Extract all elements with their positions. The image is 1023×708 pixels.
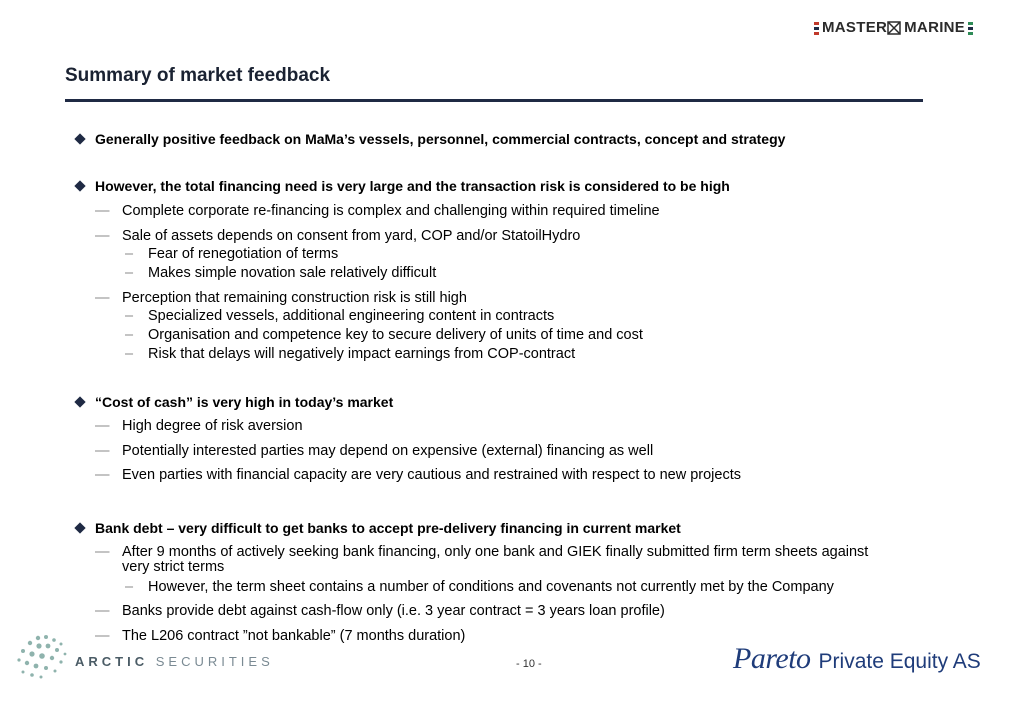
sub-bullet xyxy=(95,628,465,644)
endash-marker: – xyxy=(125,265,134,281)
title-rule xyxy=(65,99,923,102)
dash-marker: — xyxy=(95,290,110,306)
sub-sub-bullet-text: However, the term sheet contains a number of conditions and covenants not currently met by the Company xyxy=(148,579,834,595)
sub-sub-bullet xyxy=(125,265,436,281)
endash-marker: – xyxy=(125,579,134,595)
bullet-text: Generally positive feedback on MaMa’s vessels, personnel, commercial contracts, concept and strategy xyxy=(95,131,786,147)
endash-marker: – xyxy=(125,246,134,262)
sub-sub-bullet-text: Makes simple novation sale relatively difficult xyxy=(148,265,437,281)
sub-bullet xyxy=(95,418,303,434)
bullet-text: “Cost of cash” is very high in today’s market xyxy=(95,394,394,410)
sub-bullet-text: High degree of risk aversion xyxy=(122,418,303,434)
sub-bullet-text: Sale of assets depends on consent from yard, COP and/or StatoilHydro xyxy=(122,228,581,244)
dash-marker: — xyxy=(95,467,110,483)
sub-sub-bullet-text: Specialized vessels, additional engineering content in contracts xyxy=(148,308,555,324)
sub-bullet xyxy=(95,443,653,459)
slide-title: Summary of market feedback xyxy=(65,65,331,86)
sub-sub-bullet-text: Fear of renegotiation of terms xyxy=(148,246,339,262)
diamond-bullet-icon xyxy=(74,523,85,534)
endash-marker: – xyxy=(125,346,134,362)
private-equity-word: Private Equity AS xyxy=(818,650,981,673)
dash-marker: — xyxy=(95,418,110,434)
bullet-positive-feedback xyxy=(74,131,785,147)
sub-bullet-text: Perception that remaining construction risk is still high xyxy=(122,290,467,306)
arctic-dots-logo-icon xyxy=(14,632,72,680)
diamond-bullet-icon xyxy=(74,397,85,408)
diamond-bullet-icon xyxy=(74,181,85,192)
sub-bullet-text: Banks provide debt against cash-flow only (i.e. 3 year contract = 3 years loan profile) xyxy=(122,603,665,619)
sub-sub-bullet xyxy=(125,346,575,362)
sub-sub-bullet xyxy=(125,579,834,595)
page-number: - 10 - xyxy=(516,658,542,670)
logo-emblem-icon xyxy=(887,21,901,35)
dash-marker: — xyxy=(95,628,110,644)
dash-marker: — xyxy=(95,443,110,459)
sub-sub-bullet xyxy=(125,246,338,262)
dash-marker: — xyxy=(95,228,110,244)
logo-bars-right xyxy=(968,22,973,35)
sub-bullet-text: Complete corporate re-financing is complex and challenging within required timeline xyxy=(122,203,660,219)
pareto-logo xyxy=(733,642,981,676)
arctic-word: ARCTIC xyxy=(75,654,149,669)
sub-bullet xyxy=(95,467,741,483)
sub-sub-bullet-text: Organisation and competence key to secure delivery of units of time and cost xyxy=(148,327,643,343)
logo-word-master: MASTER xyxy=(822,19,888,36)
logo-word-marine: MARINE xyxy=(904,19,966,36)
sub-bullet xyxy=(95,290,467,306)
sub-bullet-text: Even parties with financial capacity are very cautious and restrained with respect to new projects xyxy=(122,467,741,483)
sub-sub-bullet xyxy=(125,308,554,324)
master-marine-logo xyxy=(814,19,973,37)
bullet-text: However, the total financing need is very large and the transaction risk is considered to be high xyxy=(95,178,730,194)
endash-marker: – xyxy=(125,308,134,324)
dash-marker: — xyxy=(95,603,110,619)
sub-bullet xyxy=(95,203,660,219)
securities-word: SECURITIES xyxy=(155,654,274,669)
dash-marker: — xyxy=(95,203,110,219)
bullet-financing-need xyxy=(74,178,730,194)
arctic-securities-logo xyxy=(75,654,274,669)
bullet-bank-debt xyxy=(74,520,681,536)
sub-bullet-text: The L206 contract ”not bankable” (7 months duration) xyxy=(122,628,466,644)
sub-bullet xyxy=(95,545,885,575)
sub-bullet xyxy=(95,603,665,619)
sub-sub-bullet-text: Risk that delays will negatively impact earnings from COP-contract xyxy=(148,346,576,362)
dash-marker: — xyxy=(95,544,110,560)
pareto-word: Pareto xyxy=(733,642,811,675)
sub-sub-bullet xyxy=(125,327,643,343)
sub-bullet-text: Potentially interested parties may depend on expensive (external) financing as well xyxy=(122,443,654,459)
sub-bullet xyxy=(95,228,580,244)
diamond-bullet-icon xyxy=(74,134,85,145)
endash-marker: – xyxy=(125,327,134,343)
logo-bars-left xyxy=(814,22,819,35)
bullet-text: Bank debt – very difficult to get banks to accept pre-delivery financing in current market xyxy=(95,520,681,536)
sub-bullet-text: After 9 months of actively seeking bank financing, only one bank and GIEK finally submitted firm term sheets against very strict terms xyxy=(122,544,869,575)
bullet-cost-of-cash xyxy=(74,394,393,410)
